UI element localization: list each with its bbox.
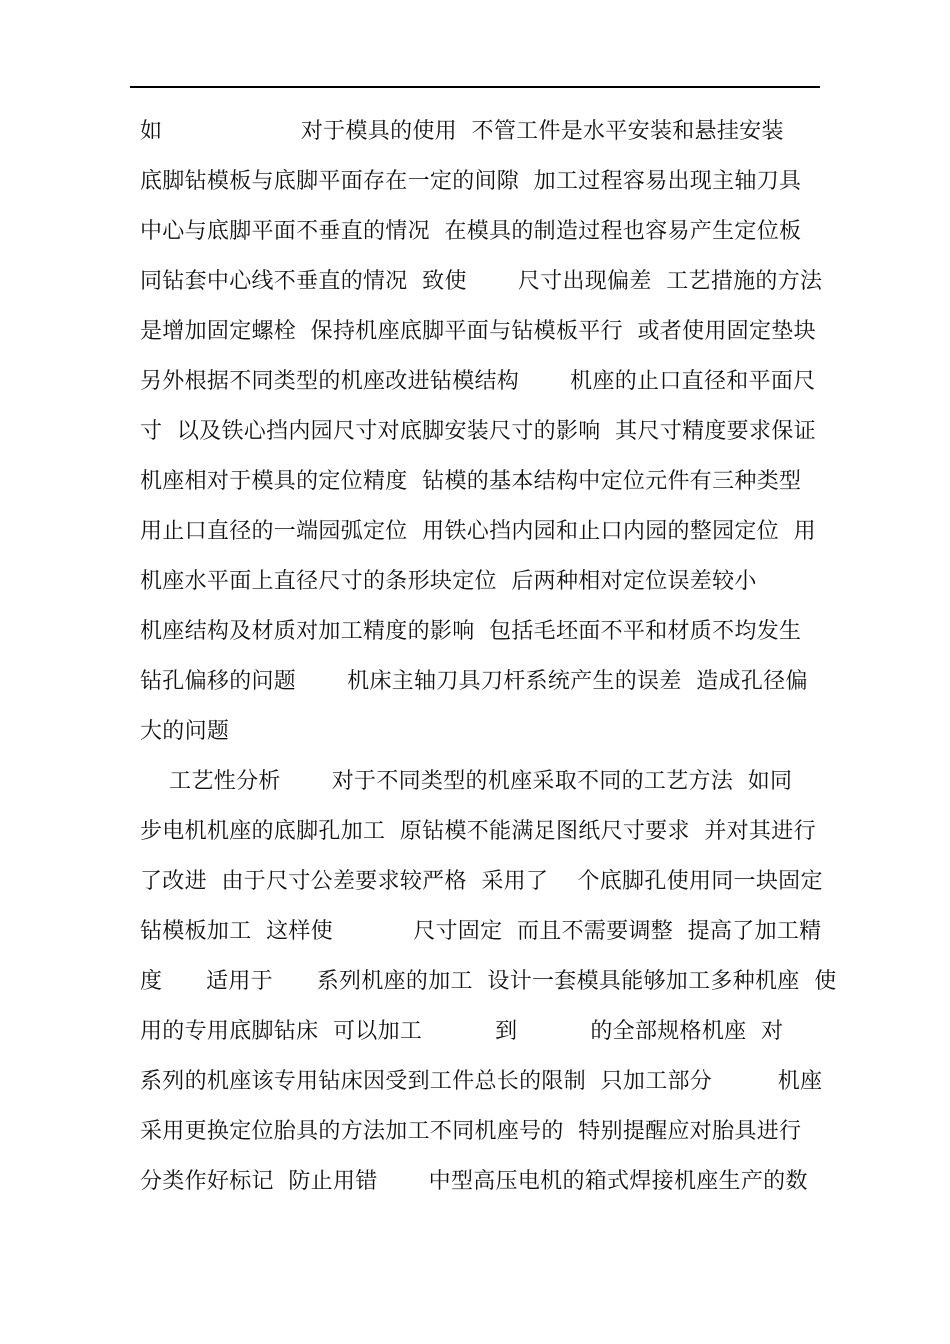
text-line: 寸 以及铁心挡内园尺寸对底脚安装尺寸的影响 其尺寸精度要求保证 [140, 419, 816, 444]
text-line: 钻模板加工 这样使 尺寸固定 而且不需要调整 提高了加工精 [140, 919, 822, 944]
text-line: 度 适用于 系列机座的加工 设计一套模具能够加工多种机座 使 [140, 969, 837, 994]
text-line: 机座相对于模具的定位精度 钻模的基本结构中定位元件有三种类型 [140, 469, 802, 494]
header-rule [130, 86, 820, 88]
text-line: 另外根据不同类型的机座改进钻模结构 机座的止口直径和平面尺 [140, 369, 816, 394]
text-line: 工艺性分析 对于不同类型的机座采取不同的工艺方法 如同 [140, 769, 793, 794]
text-line: 大的问题 [140, 719, 230, 744]
text-line: 是增加固定螺栓 保持机座底脚平面与钻模板平行 或者使用固定垫块 [140, 319, 816, 344]
text-line: 机座结构及材质对加工精度的影响 包括毛坯面不平和材质不均发生 [140, 619, 802, 644]
text-line: 步电机机座的底脚孔加工 原钻模不能满足图纸尺寸要求 并对其进行 [140, 819, 816, 844]
text-line: 钻孔偏移的问题 机床主轴刀具刀杆系统产生的误差 造成孔径偏 [140, 669, 808, 694]
text-line: 中心与底脚平面不垂直的情况 在模具的制造过程也容易产生定位板 [140, 219, 802, 244]
text-line: 分类作好标记 防止用错 中型高压电机的箱式焊接机座生产的数 [140, 1169, 808, 1194]
text-line: 同钻套中心线不垂直的情况 致使 尺寸出现偏差 工艺措施的方法 [140, 269, 823, 294]
text-line: 机座水平面上直径尺寸的条形块定位 后两种相对定位误差较小 [140, 569, 757, 594]
text-line: 底脚钻模板与底脚平面存在一定的间隙 加工过程容易出现主轴刀具 [140, 169, 802, 194]
text-line: 系列的机座该专用钻床因受到工件总长的限制 只加工部分 机座 [140, 1069, 823, 1094]
text-line: 用止口直径的一端园弧定位 用铁心挡内园和止口内园的整园定位 用 [140, 519, 816, 544]
text-line: 采用更换定位胎具的方法加工不同机座号的 特别提醒应对胎具进行 [140, 1119, 802, 1144]
text-line: 用的专用底脚钻床 可以加工 到 的全部规格机座 对 [140, 1019, 784, 1044]
text-line: 如 对于模具的使用 不管工件是水平安装和悬挂安装 [140, 119, 784, 144]
text-line: 了改进 由于尺寸公差要求较严格 采用了 个底脚孔使用同一块固定 [140, 869, 823, 894]
